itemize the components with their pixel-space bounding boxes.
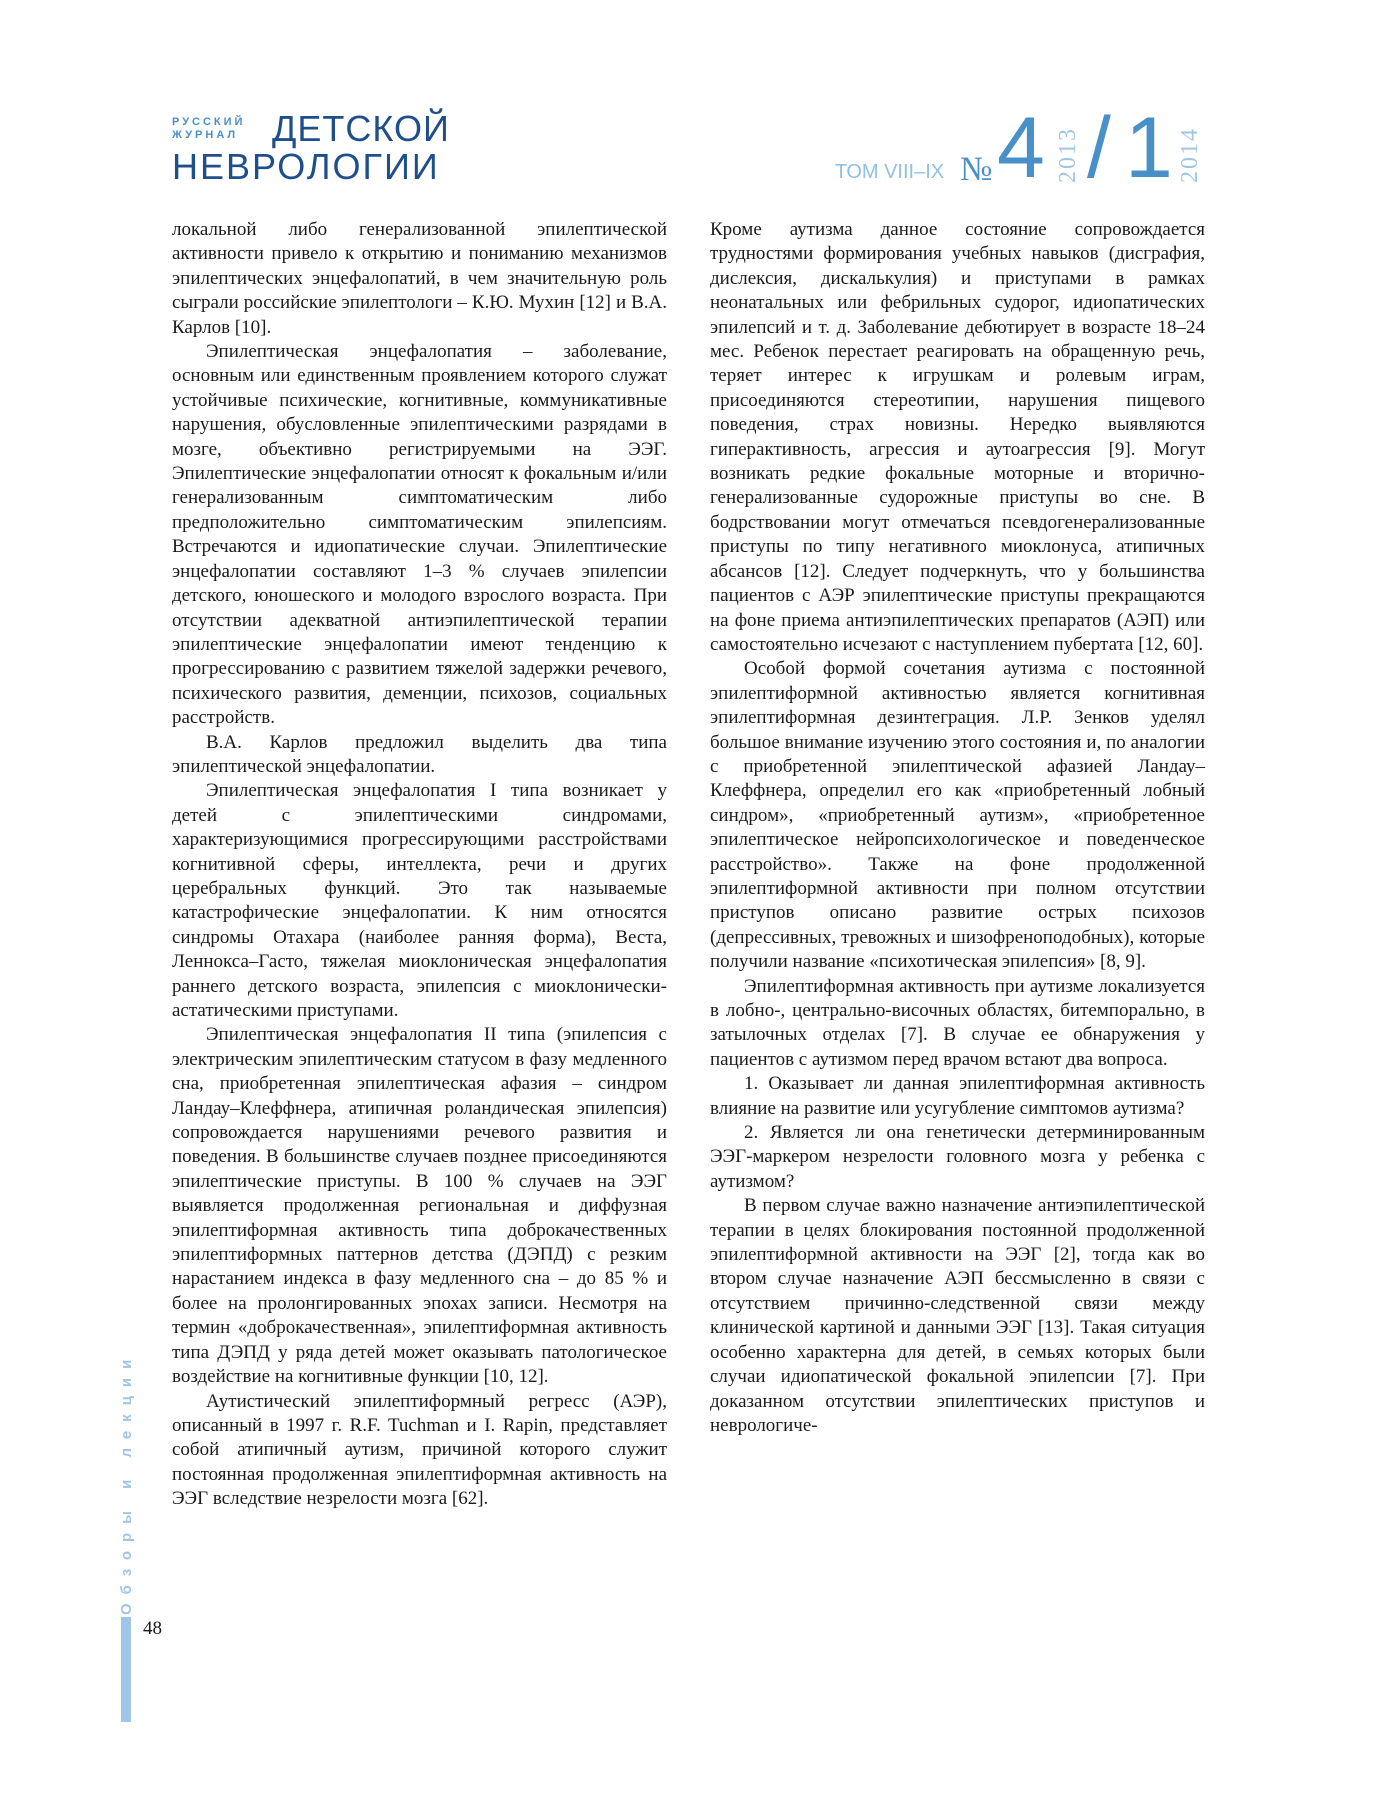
paragraph: Кроме аутизма данное состояние сопровождается трудностями формирования учебных навыков (дисграфия, дислексия, дискалькулия) и приступами в рамках неонатальных или фебрильных судорог, идиопатических эпилепсий и т. д. Заболевание дебютирует в возрасте 18–24 мес. Ребенок перестает реагировать на обращенную речь, теряет интерес к игрушкам и ролевым играм, присоединяются стереотипии, нарушения пищевого поведения, страх новизны. Нередко выявляются гиперактивность, агрессия и аутоагрессия [9]. Могут возникать редкие фокальные моторные и вторично-генерализованные судорожные приступы во сне. В бодрствовании могут отмечаться псевдогенерализованные приступы по типу негативного миоклонуса, атипичных абсансов [12]. Следует подчеркнуть, что у большинства пациентов с АЭР эпилептические приступы прекращаются на фоне приема антиэпилептических препаратов (АЭП) или самостоятельно исчезают с наступлением пубертата [12, 60].: [710, 219, 1205, 655]
paragraph: 2. Является ли она генетически детерминированным ЭЭГ-маркером незрелости головного мозга у ребенка с аутизмом?: [710, 1122, 1205, 1192]
issue-year-2: 2014: [1177, 127, 1203, 183]
paragraph: Особой формой сочетания аутизма с постоянной эпилептиформной активностью является когнитивная эпилептиформная дезинтеграция. Л.Р. Зенков уделял большое внимание изучению этого состояния и, по аналогии с приобретенной эпилептической афазией Ландау–Клеффнера, определил его как «приобретенный лобный синдром», «приобретенный аутизм», «приобретенное эпилептическое нейропсихологическое и поведенческое расстройство». Также на фоне продолженной эпилептиформной активности при полном отсутствии приступов описано развитие острых психозов (депрессивных, тревожных и шизофреноподобных), которые получили название «психотическая эпилепсия» [8, 9].: [710, 658, 1205, 973]
paragraph: Аутистический эпилептиформный регресс (АЭР), описанный в 1997 г. R.F. Tuchman и I. Rapin, представляет собой атипичный аутизм, причиной которого служит постоянная продолженная эпилептиформная активность на ЭЭГ вследствие незрелости мозга [62].: [172, 1390, 667, 1510]
section-bar: [121, 1617, 131, 1722]
issue-year-1: 2013: [1055, 127, 1081, 183]
page-header: [0, 0, 1387, 210]
issue-number-2: 1: [1125, 100, 1173, 196]
issue-slash: /: [1087, 100, 1111, 196]
paragraph: Эпилептическая энцефалопатия – заболевание, основным или единственным проявлением которого служат устойчивые психические, когнитивные, коммуникативные нарушения, обусловленные эпилептическими разрядами в мозге, объективно регистрируемыми на ЭЭГ. Эпилептические энцефалопатии относят к фокальным и/или генерализованным симптоматическим либо предположительно симптоматическим эпилепсиям. Встречаются и идиопатические случаи. Эпилептические энцефалопатии составляют 1–3 % случаев эпилепсии детского, юношеского и молодого взрослого возраста. При отсутствии адекватной антиэпилептической терапии эпилептические энцефалопатии имеют тенденцию к прогрессированию с развитием тяжелой задержки речевого, психического развития, деменции, психозов, социальных расстройств.: [172, 341, 667, 729]
volume-label: ТОМ VIII–IX: [835, 161, 945, 183]
journal-title-word1: ДЕТСКОЙ: [272, 108, 450, 149]
paragraph: Эпилептиформная активность при аутизме локализуется в лобно-, центрально-височных областях, битемпорально, в затылочных отделах [7]. В случае ее обнаружения у пациентов с аутизмом перед врачом встают два вопроса.: [710, 975, 1205, 1070]
number-sign: №: [960, 151, 993, 188]
issue-number-1: 4: [997, 100, 1045, 196]
section-label: Обзоры и лекции: [118, 1350, 135, 1615]
journal-small-text: РУССКИЙ ЖУРНАЛ: [172, 116, 246, 141]
right-column: [710, 218, 1205, 1438]
issue-info: [835, 100, 1215, 205]
page-number: 48: [143, 1618, 162, 1639]
paragraph: В.А. Карлов предложил выделить два типа эпилептической энцефалопатии.: [172, 731, 667, 777]
paragraph: локальной либо генерализованной эпилептической активности привело к открытию и пониманию механизмов эпилептических энцефалопатий, в чем значительную роль сыграли российские эпилептологи – К.Ю. Мухин [12] и В.А. Карлов [10].: [172, 219, 667, 338]
paragraph: В первом случае важно назначение антиэпилептической терапии в целях блокирования постоянной продолженной эпилептиформной активности на ЭЭГ [2], тогда как во втором случае назначение АЭП бессмысленно в связи с отсутствием причинно-следственной связи между клинической картиной и данными ЭЭГ [13]. Такая ситуация особенно характерна для детей, в семьях которых были случаи идиопатической фокальной эпилепсии [7]. При доказанном отсутствии эпилептических приступов и неврологиче-: [710, 1195, 1205, 1436]
journal-logo-small: [172, 116, 262, 142]
journal-title-word2: НЕВРОЛОГИИ: [172, 146, 440, 187]
paragraph: 1. Оказывает ли данная эпилептиформная активность влияние на развитие или усугубление симптомов аутизма?: [710, 1073, 1205, 1119]
paragraph: Эпилептическая энцефалопатия II типа (эпилепсия с электрическим эпилептическим статусом в фазу медленного сна, приобретенная эпилептическая афазия – синдром Ландау–Клеффнера, атипичная роландическая эпилепсия) сопровождается нарушениями речевого развития и поведения. В большинстве случаев позднее присоединяются эпилептические приступы. В 100 % случаев на ЭЭГ выявляется продолженная региональная и диффузная эпилептиформная активность типа доброкачественных эпилептиформных паттернов детства (ДЭПД) с резким нарастанием индекса в фазу медленного сна – до 85 % и более на пролонгированных эпохах записи. Несмотря на термин «доброкачественная», эпилептиформная активность типа ДЭПД у ряда детей может оказывать патологическое воздействие на когнитивные функции [10, 12].: [172, 1024, 667, 1388]
paragraph: Эпилептическая энцефалопатия I типа возникает у детей с эпилептическими синдромами, характеризующимися прогрессирующими расстройствами когнитивной сферы, интеллекта, речи и других церебральных функций. Это так называемые катастрофические энцефалопатии. К ним относятся синдромы Отахара (наиболее ранняя форма), Веста, Леннокса–Гасто, тяжелая миоклоническая энцефалопатия раннего детского возраста, эпилепсия с миоклонически-астатическими приступами.: [172, 780, 667, 1021]
left-column: [172, 218, 667, 1512]
